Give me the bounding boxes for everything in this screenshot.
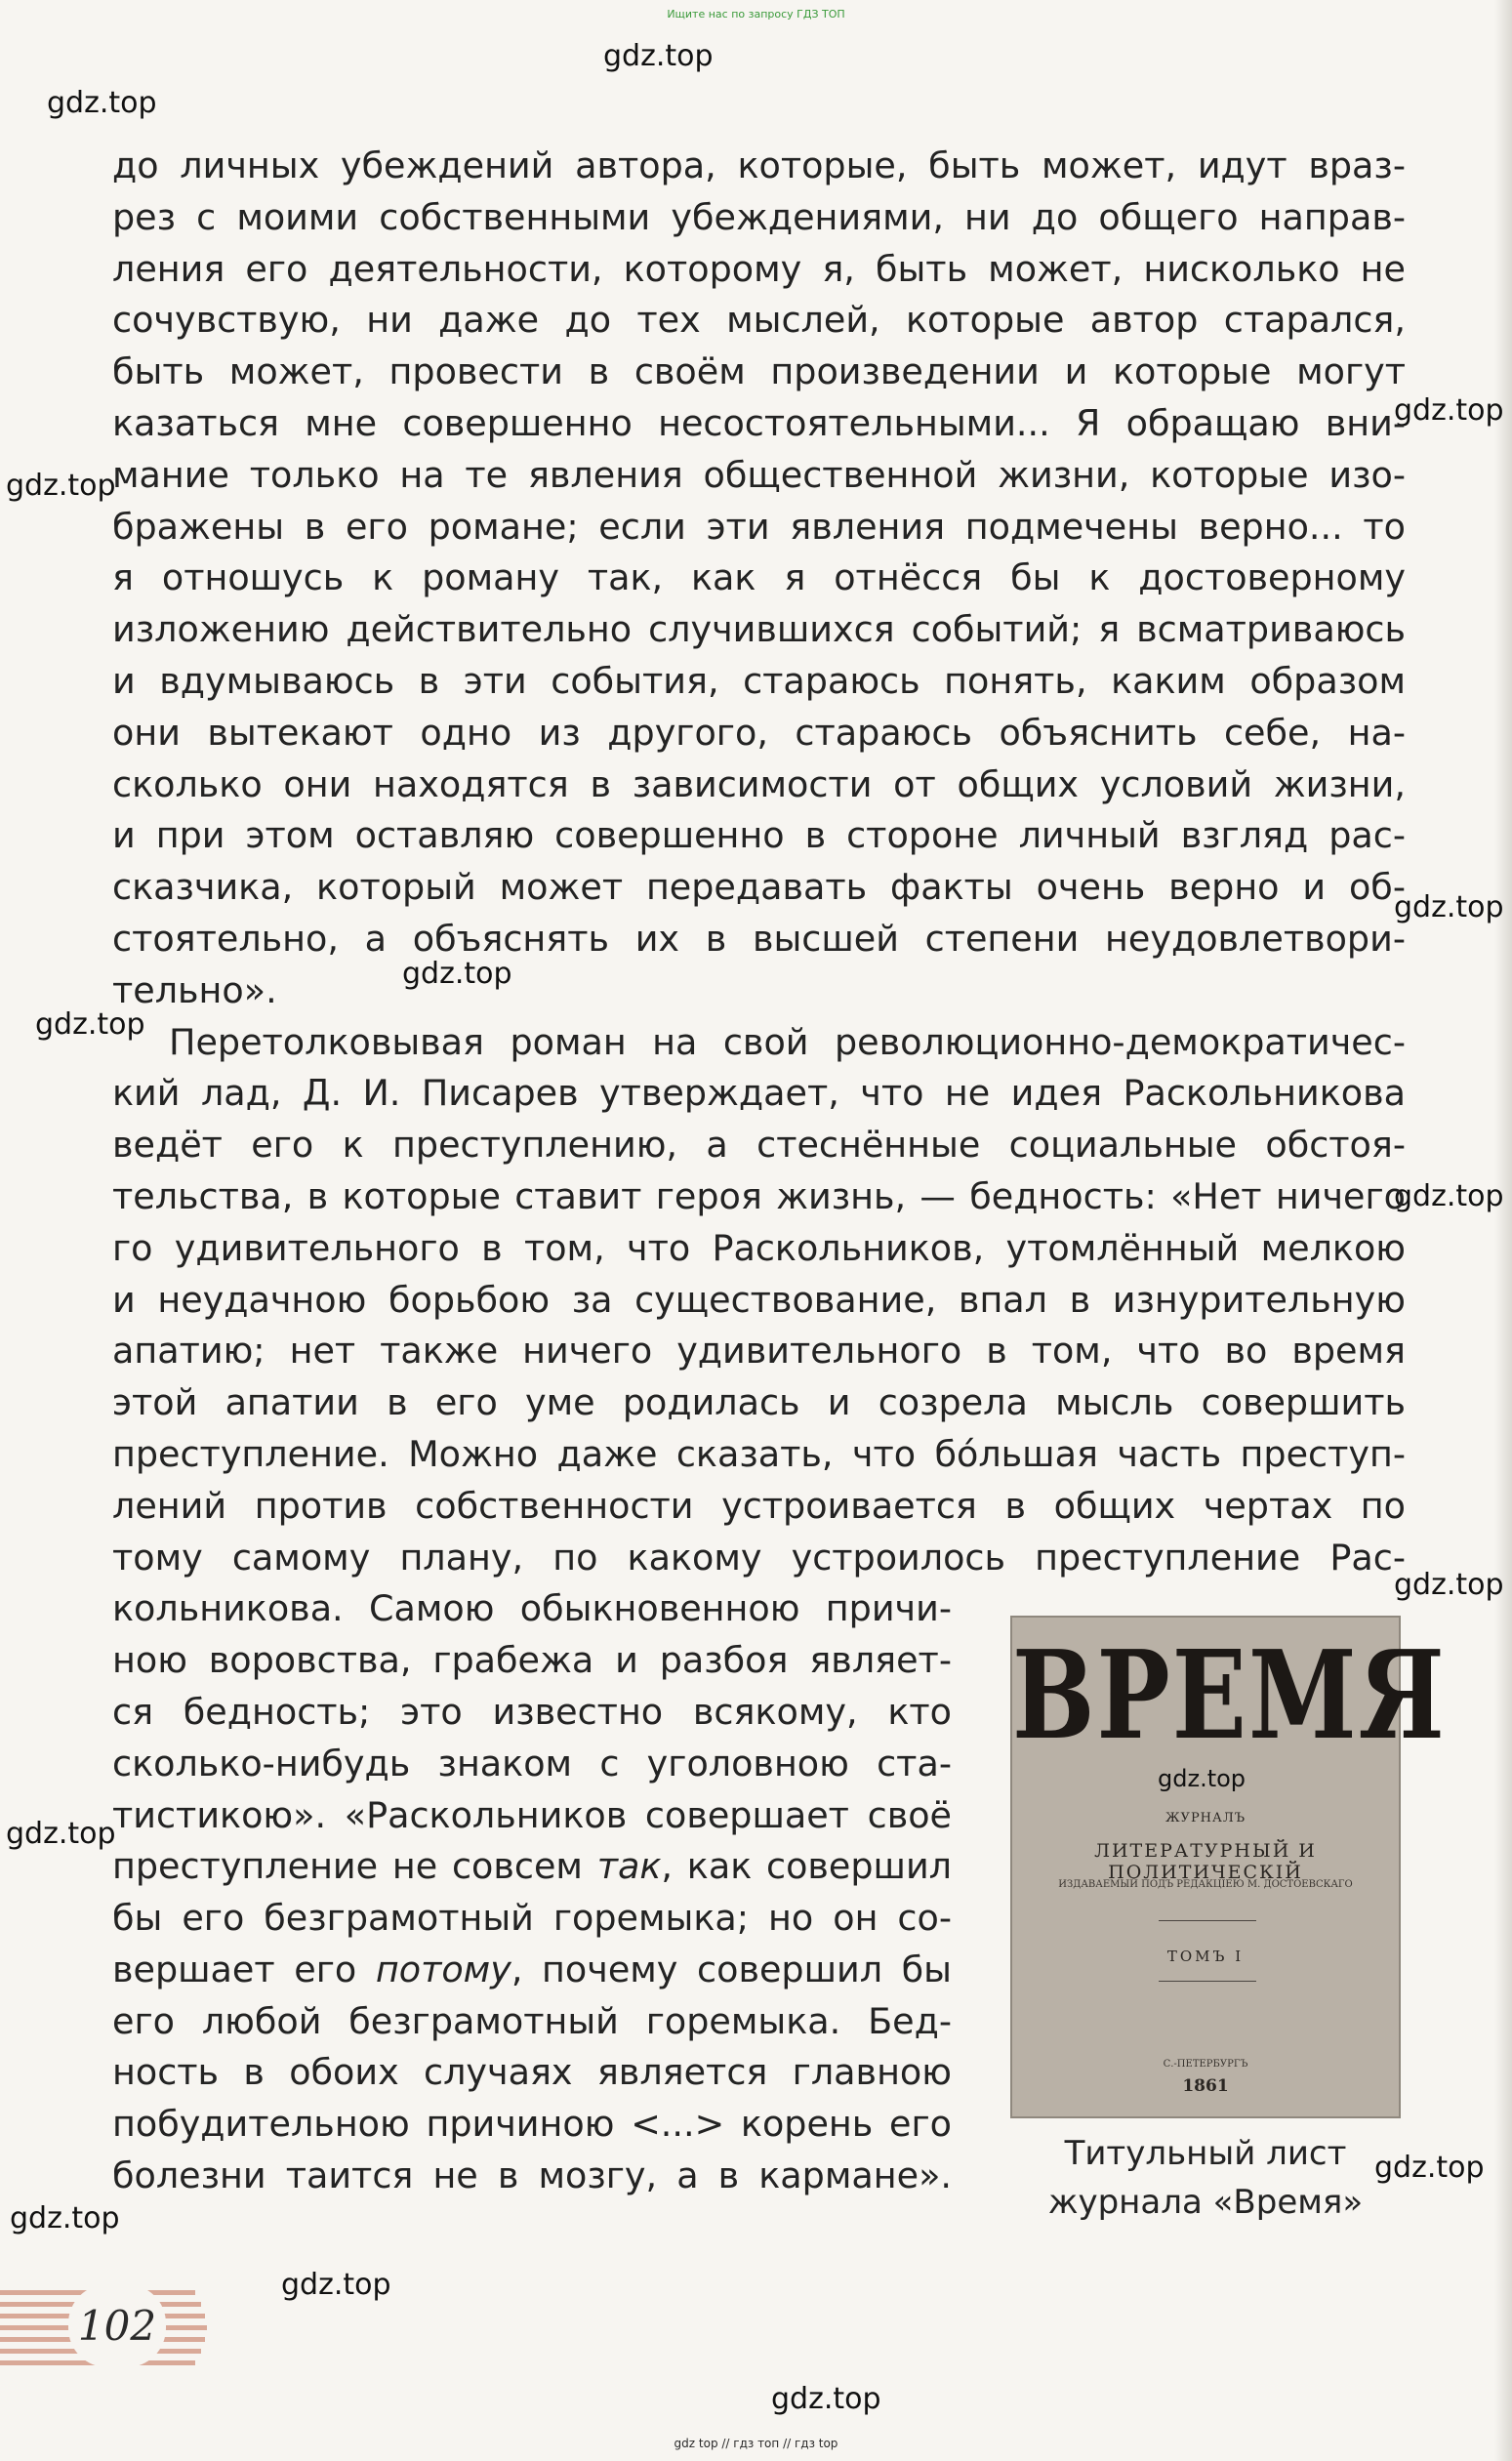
watermark: gdz.top xyxy=(6,469,116,503)
page-edge-shadow xyxy=(1494,0,1512,2461)
footer-strip: gdz top // гдз топ // гдз top xyxy=(674,2437,838,2450)
watermark: gdz.top xyxy=(6,1817,116,1851)
watermark: gdz.top xyxy=(771,2382,881,2416)
watermark: gdz.top xyxy=(1394,890,1504,924)
watermark: gdz.top xyxy=(1158,1765,1246,1792)
text-line: го удивительного в том, что Раскольников, утомлённый мелкою xyxy=(112,1226,1406,1269)
text-line: они вытекают одно из другого, стараюсь объяснить себе, на- xyxy=(112,711,1406,754)
text-line: побудительною причиною <...> корень его xyxy=(112,2103,952,2146)
text-line: рез с моими собственными убеждениями, ни до общего направ- xyxy=(112,195,1406,238)
text-line: кий лад, Д. И. Писарев утверждает, что не идея Раскольникова xyxy=(112,1072,1406,1115)
text-line: ведёт его к преступлению, а стеснённые социальные обстоя- xyxy=(112,1124,1406,1167)
text-line: я отношусь к роману так, как я отнёсся бы к достоверному xyxy=(112,556,1406,599)
watermark: gdz.top xyxy=(603,39,714,73)
text-line: тельства, в которые ставит героя жизнь, — бедность: «Нет ничего xyxy=(112,1174,1406,1217)
text-line: тистикою». «Раскольников совершает своё xyxy=(112,1793,952,1836)
text-line xyxy=(112,1841,952,1893)
watermark: gdz.top xyxy=(281,2268,391,2302)
text-line: апатию; нет также ничего удивительного в том, что во время xyxy=(112,1330,1406,1373)
text-line: сочувствую, ни даже до тех мыслей, которые автор старался, xyxy=(112,299,1406,342)
paragraph-start-line: Перетолковывая роман на свой революционно-демократичес- xyxy=(169,1020,1406,1063)
text-line: бражены в его романе; если эти явления подмечены верно... то xyxy=(112,505,1406,548)
text-line: казаться мне совершенно несостоятельными... Я обращаю вни- xyxy=(112,401,1406,444)
watermark: gdz.top xyxy=(10,2201,120,2235)
text-line: ною воровства, грабежа и разбоя являет- xyxy=(112,1639,952,1682)
text-line: сколько они находятся в зависимости от общих условий жизни, xyxy=(112,762,1406,805)
journal-title-page-image xyxy=(1010,1616,1447,2118)
page-number: 102 xyxy=(68,2284,166,2367)
text-line: болезни таится не в мозгу, а в кармане». xyxy=(112,2154,952,2197)
watermark: gdz.top xyxy=(47,86,157,120)
text-line: ность в обоих случаях является главною xyxy=(112,2051,952,2094)
text-line: и при этом оставляю совершенно в стороне личный взгляд рас- xyxy=(112,814,1406,857)
journal-year: 1861 xyxy=(1182,2076,1229,2096)
text-line: сколько-нибудь знаком с уголовною ста- xyxy=(112,1742,952,1784)
top-search-link[interactable]: Ищите нас по запросу ГДЗ ТОП xyxy=(667,8,845,21)
caption-line: Титульный лист xyxy=(1064,2134,1347,2173)
text-line: стоятельно, а объяснять их в высшей степени неудовлетвори- xyxy=(112,917,1406,960)
journal-subtitle-2: ЛИТЕРАТУРНЫЙ И ПОЛИТИЧЕСКІЙ xyxy=(1094,1840,1317,1883)
journal-city: С.-ПЕТЕРБУРГЪ xyxy=(1163,2059,1248,2070)
text-line: и неудачною борьбою за существование, впал в изнурительную xyxy=(112,1278,1406,1321)
watermark: gdz.top xyxy=(1394,393,1504,428)
journal-volume: ТОМЪ I xyxy=(1166,1948,1245,1965)
text-line: его любой безграмотный горемыка. Бед- xyxy=(112,1999,952,2042)
text-line: кольникова. Самою обыкновенною причи- xyxy=(112,1587,952,1630)
journal-subtitle-1: ЖУРНАЛЪ xyxy=(1165,1811,1246,1825)
figure-caption xyxy=(1010,2129,1401,2227)
text-line: ся бедность; это известно всякому, кто xyxy=(112,1690,952,1733)
journal-editor-line: ИЗДАВАЕМЫЙ ПОДЪ РЕДАКЦІЕЮ М. ДОСТОЕВСКАГО xyxy=(1058,1879,1353,1890)
text-line: преступление. Можно даже сказать, что бо́льшая часть преступ- xyxy=(112,1432,1406,1475)
watermark: gdz.top xyxy=(402,957,512,991)
divider xyxy=(1159,1981,1256,1982)
italic-word: так xyxy=(596,1845,662,1888)
text-line: этой апатии в его уме родилась и созрела мысль совершить xyxy=(112,1381,1406,1424)
watermark: gdz.top xyxy=(1374,2151,1485,2185)
divider xyxy=(1159,1920,1256,1921)
text-line: тельно». xyxy=(112,968,277,1011)
text-line: лений против собственности устроивается в общих чертах по xyxy=(112,1484,1406,1527)
text-line: до личных убеждений автора, которые, быть может, идут враз- xyxy=(112,144,1406,186)
text-line: бы его безграмотный горемыка; но он со- xyxy=(112,1897,952,1940)
text-segment: , почему совершил бы xyxy=(511,1948,952,1990)
text-line: сказчика, который может передавать факты очень верно и об- xyxy=(112,866,1406,909)
watermark: gdz.top xyxy=(1394,1179,1504,1213)
text-line: и вдумываюсь в эти события, стараюсь понять, каким образом xyxy=(112,659,1406,702)
watermark: gdz.top xyxy=(35,1007,145,1042)
journal-title: ВРЕМЯ xyxy=(1012,1622,1447,1767)
text-line: быть может, провести в своём произведении и которые могут xyxy=(112,350,1406,393)
text-line: изложению действительно случившихся событий; я всматриваюсь xyxy=(112,608,1406,651)
text-segment: преступление не совсем xyxy=(112,1845,583,1888)
italic-word: потому xyxy=(375,1948,511,1990)
text-line: ления его деятельности, которому я, быть может, нисколько не xyxy=(112,247,1406,290)
watermark: gdz.top xyxy=(1394,1568,1504,1602)
text-line xyxy=(112,1945,952,1996)
text-segment: вершает его xyxy=(112,1948,357,1990)
text-line: тому самому плану, по какому устроилось преступление Рас- xyxy=(112,1536,1406,1579)
caption-line: журнала «Время» xyxy=(1047,2183,1364,2222)
text-segment: , как совершил xyxy=(661,1845,952,1888)
text-line: мание только на те явления общественной жизни, которые изо- xyxy=(112,453,1406,496)
